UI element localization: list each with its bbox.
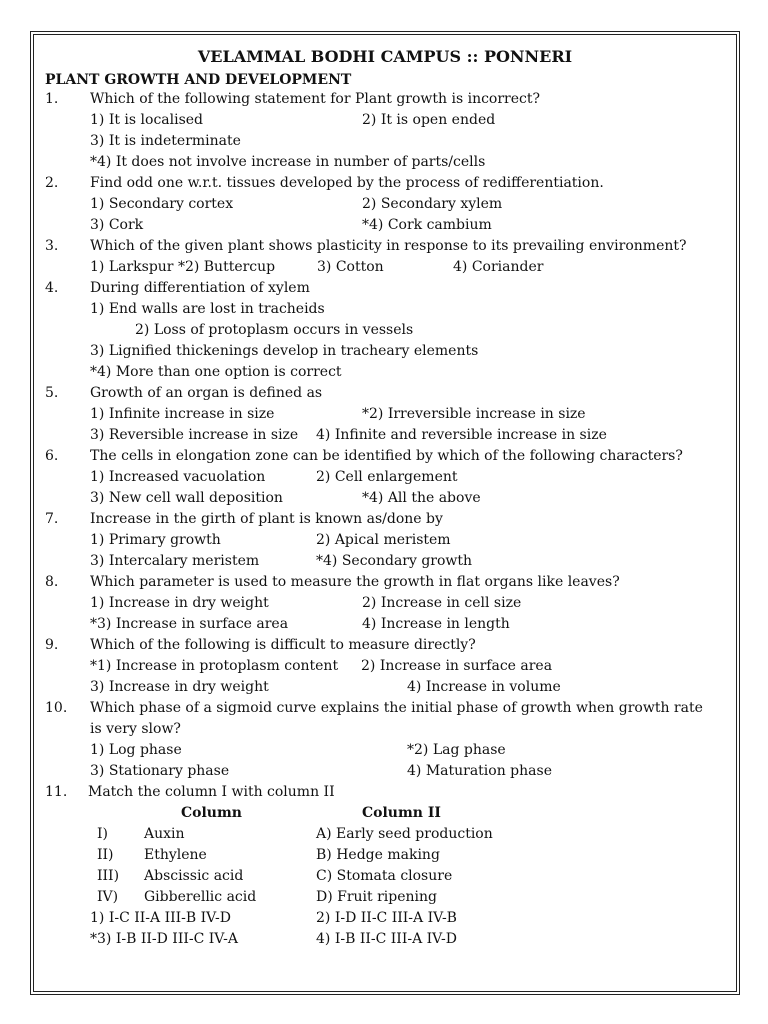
question-6 — [45, 446, 725, 467]
question-9 — [45, 635, 725, 656]
option: 1) Secondary cortex — [90, 196, 234, 212]
question-text: Which of the following is difficult to measure directly? — [90, 637, 476, 653]
function-name: D) Fruit ripening — [316, 889, 438, 905]
row-label: III) — [97, 868, 120, 884]
question-text: Match the column I with column II — [88, 784, 335, 800]
option: 3) Reversible increase in size — [90, 427, 299, 443]
question-5 — [45, 383, 725, 404]
option: 2) Cell enlargement — [316, 469, 458, 485]
question-10 — [45, 698, 725, 719]
question-number: 11. — [45, 784, 68, 800]
option: *4) Cork cambium — [362, 217, 492, 233]
option: 3) Increase in dry weight — [90, 679, 269, 695]
option: 4) I-B II-C III-A IV-D — [316, 931, 457, 947]
option: 4) Coriander — [453, 259, 544, 275]
question-number: 3. — [45, 238, 59, 254]
function-name: C) Stomata closure — [316, 868, 453, 884]
row-label: IV) — [97, 889, 119, 905]
question-number: 1. — [45, 91, 59, 107]
question-text: Which phase of a sigmoid curve explains the initial phase of growth when growth rate — [90, 700, 703, 716]
question-number: 9. — [45, 637, 59, 653]
option: *3) Increase in surface area — [90, 616, 289, 632]
option: *3) I-B II-D III-C IV-A — [90, 931, 238, 947]
page-title: VELAMMAL BODHI CAMPUS :: PONNERI — [197, 47, 573, 66]
question-text: Find odd one w.r.t. tissues developed by the process of redifferentiation. — [90, 175, 604, 191]
question-number: 4. — [45, 280, 59, 296]
option: *4) More than one option is correct — [90, 364, 342, 380]
option: 1) Increased vacuolation — [90, 469, 266, 485]
question-number: 6. — [45, 448, 59, 464]
option: 1) End walls are lost in tracheids — [90, 301, 325, 317]
match-row — [45, 824, 725, 845]
option: *1) Increase in protoplasm content — [90, 658, 339, 674]
question-1 — [45, 89, 725, 110]
row-label: I) — [97, 826, 108, 842]
option: 4) Increase in length — [362, 616, 510, 632]
option: 2) Secondary xylem — [362, 196, 503, 212]
question-3 — [45, 236, 725, 257]
question-8 — [45, 572, 725, 593]
hormone-name: Abscissic acid — [144, 868, 244, 884]
option: 2) It is open ended — [362, 112, 496, 128]
option: 1) Infinite increase in size — [90, 406, 275, 422]
question-7 — [45, 509, 725, 530]
option: 2) I-D II-C III-A IV-B — [316, 910, 457, 926]
hormone-name: Gibberellic acid — [144, 889, 257, 905]
question-text-continued: is very slow? — [90, 721, 181, 737]
question-2 — [45, 173, 725, 194]
option: 4) Maturation phase — [407, 763, 552, 779]
question-text: Which of the following statement for Plant growth is incorrect? — [90, 91, 541, 107]
question-number: 5. — [45, 385, 59, 401]
match-row — [45, 845, 725, 866]
option: 1) It is localised — [90, 112, 204, 128]
question-4 — [45, 278, 725, 299]
hormone-name: Auxin — [144, 826, 185, 842]
option: 1) Increase in dry weight — [90, 595, 269, 611]
question-number: 10. — [45, 700, 68, 716]
match-row — [45, 866, 725, 887]
question-text: During differentiation of xylem — [90, 280, 310, 296]
option: 3) Cork — [90, 217, 144, 233]
option: 3) Stationary phase — [90, 763, 230, 779]
question-text: Increase in the girth of plant is known as/done by — [90, 511, 443, 527]
match-table-header — [45, 803, 725, 824]
option: 1) Larkspur *2) Buttercup — [90, 259, 276, 275]
option: 3) It is indeterminate — [90, 133, 241, 149]
option: *2) Lag phase — [407, 742, 506, 758]
hormone-name: Ethylene — [144, 847, 207, 863]
option: *4) It does not involve increase in number of parts/cells — [90, 154, 486, 170]
option: *4) All the above — [362, 490, 481, 506]
option: 2) Apical meristem — [316, 532, 451, 548]
row-label: II) — [97, 847, 114, 863]
option: 2) Increase in cell size — [362, 595, 522, 611]
question-number: 2. — [45, 175, 59, 191]
option: 3) Cotton — [317, 259, 384, 275]
question-11 — [45, 782, 725, 803]
column-1-heading: Column — [181, 805, 242, 821]
option: 3) Lignified thickenings develop in tracheary elements — [90, 343, 479, 359]
question-text: Which of the given plant shows plasticity in response to its prevailing environment? — [90, 238, 687, 254]
question-text: Which parameter is used to measure the growth in flat organs like leaves? — [90, 574, 620, 590]
function-name: B) Hedge making — [316, 847, 440, 863]
column-2-heading: Column II — [362, 805, 441, 821]
option: 4) Increase in volume — [407, 679, 561, 695]
option: 1) I-C II-A III-B IV-D — [90, 910, 231, 926]
question-text: Growth of an organ is defined as — [90, 385, 323, 401]
option: 1) Log phase — [90, 742, 182, 758]
option: *2) Irreversible increase in size — [362, 406, 586, 422]
option: 2) Increase in surface area — [361, 658, 553, 674]
question-number: 8. — [45, 574, 59, 590]
option: 3) New cell wall deposition — [90, 490, 283, 506]
worksheet — [45, 46, 725, 950]
option: 2) Loss of protoplasm occurs in vessels — [135, 322, 414, 338]
match-row — [45, 887, 725, 908]
question-number: 7. — [45, 511, 59, 527]
option: *4) Secondary growth — [316, 553, 473, 569]
option: 1) Primary growth — [90, 532, 221, 548]
section-title: PLANT GROWTH AND DEVELOPMENT — [45, 72, 352, 88]
function-name: A) Early seed production — [316, 826, 493, 842]
option: 4) Infinite and reversible increase in size — [316, 427, 607, 443]
option: 3) Intercalary meristem — [90, 553, 260, 569]
question-text: The cells in elongation zone can be identified by which of the following characters? — [90, 448, 683, 464]
